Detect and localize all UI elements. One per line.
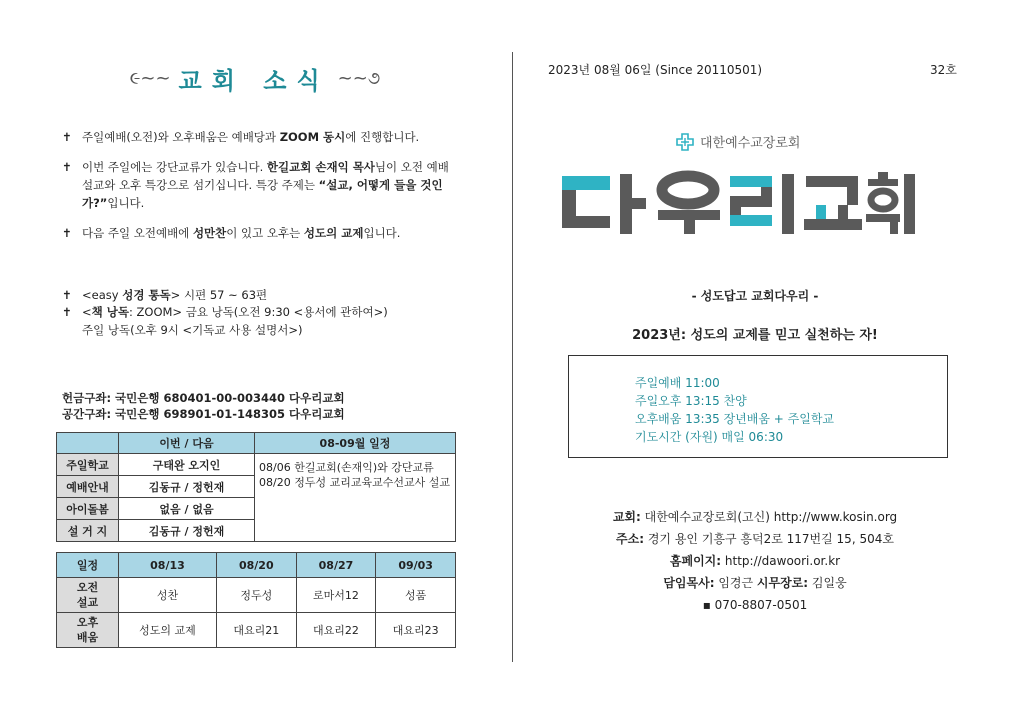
denomination-name: 대한예수교장로회 bbox=[700, 136, 801, 151]
denomination-cross-icon bbox=[676, 133, 694, 151]
cross-icon: ✝ bbox=[62, 226, 72, 240]
table-cell: 대요리22 bbox=[296, 613, 376, 648]
row-label: 오전 설교 bbox=[57, 578, 119, 613]
news-text: > 시편 57 ~ 63편 bbox=[170, 288, 268, 302]
table-row bbox=[57, 454, 456, 476]
info-label: 홈페이지: bbox=[669, 554, 722, 568]
table-cell: 김동규 / 정헌재 bbox=[119, 520, 255, 542]
info-label: 담임목사: bbox=[663, 576, 715, 590]
news-text: 입니다. bbox=[107, 196, 145, 210]
issue-date: 2023년 08월 06일 (Since 20110501) bbox=[548, 63, 763, 77]
news-emphasis: “설교, 어떻게 들을 것인가?” bbox=[82, 178, 443, 210]
info-text: 대한예수교장로회(고신) http://www.kosin.org bbox=[640, 510, 898, 524]
news-text: 입니다. bbox=[363, 226, 401, 240]
issue-number: 32호 bbox=[930, 63, 957, 77]
info-text: 임경근 bbox=[714, 576, 757, 590]
duty-table bbox=[56, 432, 456, 542]
row-label: 설 거 지 bbox=[57, 520, 119, 542]
denomination-row bbox=[676, 132, 800, 151]
news-text: 주일 낭독(오후 9시 <기독교 사용 설명서>) bbox=[82, 323, 303, 337]
news-text: 에 진행합니다. bbox=[345, 130, 420, 144]
church-motto: - 성도답고 교회다우리 - bbox=[691, 289, 819, 303]
news-text: 님이 오전 예배 설교와 오후 특강으로 섬기십니다. 특강 주제는 bbox=[82, 160, 449, 192]
news-item bbox=[62, 158, 457, 212]
news-text: 주일예배(오전)와 오후배움은 예배당과 bbox=[82, 130, 280, 144]
news-item bbox=[62, 128, 457, 146]
right-ornament-icon: ~~૭ bbox=[337, 67, 381, 89]
row-label: 주일학교 bbox=[57, 454, 119, 476]
news-item bbox=[62, 286, 457, 304]
offering-account: 헌금구좌: 국민은행 680401-00-003440 다우리교회 bbox=[62, 391, 345, 405]
table-header: 09/03 bbox=[376, 553, 456, 578]
info-pastor bbox=[560, 575, 950, 591]
news-text: 이 있고 오후는 bbox=[226, 226, 304, 240]
news-title-text: 교회 소식 bbox=[178, 66, 330, 95]
service-time: 주일예배 11:00 bbox=[635, 376, 720, 390]
info-text: 김일웅 bbox=[808, 576, 847, 590]
table-header: 일정 bbox=[57, 553, 119, 578]
info-text: ▪ 070-8807-0501 bbox=[702, 598, 808, 612]
service-times-box bbox=[568, 355, 948, 458]
account-text: 국민은행 680401-00-003440 다우리교회 bbox=[115, 391, 345, 405]
account-text: 국민은행 698901-01-148305 다우리교회 bbox=[115, 407, 345, 421]
table-header: 08/27 bbox=[296, 553, 376, 578]
cross-icon: ✝ bbox=[62, 130, 72, 144]
table-cell: 로마서12 bbox=[296, 578, 376, 613]
left-ornament-icon: ૯~~ bbox=[129, 67, 171, 89]
table-cell: 정두성 bbox=[216, 578, 296, 613]
table-header-row bbox=[57, 433, 456, 454]
table-row bbox=[57, 578, 456, 613]
cross-icon: ✝ bbox=[62, 160, 72, 174]
table-cell: 대요리23 bbox=[376, 613, 456, 648]
news-text: 다음 주일 오전예배에 bbox=[82, 226, 193, 240]
info-address bbox=[560, 531, 950, 547]
table-row bbox=[57, 613, 456, 648]
news-title bbox=[130, 58, 380, 98]
news-item bbox=[62, 303, 457, 339]
news-emphasis: 한길교회 손재익 목사 bbox=[266, 160, 375, 174]
row-label: 예배안내 bbox=[57, 476, 119, 498]
table-cell: 없음 / 없음 bbox=[119, 498, 255, 520]
table-header: 08/13 bbox=[119, 553, 217, 578]
info-label: 교회: bbox=[612, 510, 641, 524]
info-text: 경기 용인 기흥구 흥덕2로 117번길 15, 504호 bbox=[644, 532, 894, 546]
table-cell: 성품 bbox=[376, 578, 456, 613]
info-homepage bbox=[560, 553, 950, 569]
table-cell: 김동규 / 정헌재 bbox=[119, 476, 255, 498]
page-divider bbox=[512, 52, 513, 662]
schedule-cell bbox=[255, 454, 456, 542]
table-header bbox=[57, 433, 119, 454]
space-account: 공간구좌: 국민은행 698901-01-148305 다우리교회 bbox=[62, 407, 345, 421]
news-emphasis: 성도의 교제 bbox=[303, 226, 364, 240]
account-label: 헌금구좌 bbox=[62, 391, 107, 405]
news-emphasis: 성경 통독 bbox=[122, 288, 171, 302]
row-label: 아이돌봄 bbox=[57, 498, 119, 520]
news-text: < bbox=[82, 305, 92, 319]
table-header-row bbox=[57, 553, 456, 578]
info-label: 시무장로: bbox=[756, 576, 809, 590]
table-cell: 성도의 교제 bbox=[119, 613, 217, 648]
table-cell: 구태완 오지인 bbox=[119, 454, 255, 476]
year-theme: 2023년: 성도의 교제를 믿고 실천하는 자! bbox=[632, 328, 878, 343]
cross-icon: ✝ bbox=[62, 288, 72, 302]
info-text: http://dawoori.or.kr bbox=[721, 554, 841, 568]
news-item bbox=[62, 224, 457, 242]
table-header: 08/20 bbox=[216, 553, 296, 578]
table-cell: 대요리21 bbox=[216, 613, 296, 648]
info-phone bbox=[560, 597, 950, 613]
service-time: 기도시간 (자원) 매일 06:30 bbox=[635, 430, 784, 444]
row-label: 오후 배움 bbox=[57, 613, 119, 648]
schedule-text: 08/06 한길교회(손재익)와 강단교류 08/20 정두성 교리교육교수선교사 설교 bbox=[259, 461, 450, 489]
news-text: : ZOOM> 금요 낭독(오전 9:30 <용서에 관하여>) bbox=[128, 305, 388, 319]
church-logo bbox=[560, 170, 940, 238]
service-time: 주일오후 13:15 찬양 bbox=[635, 394, 747, 408]
news-text: 이번 주일에는 강단교류가 있습니다. bbox=[82, 160, 267, 174]
news-emphasis: 성만찬 bbox=[192, 226, 227, 240]
table-header: 08-09월 일정 bbox=[255, 433, 456, 454]
table-cell: 성찬 bbox=[119, 578, 217, 613]
table-header: 이번 / 다음 bbox=[119, 433, 255, 454]
news-text: <easy bbox=[82, 288, 123, 302]
service-time: 오후배움 13:35 장년배움 + 주일학교 bbox=[635, 412, 834, 426]
sermon-table bbox=[56, 552, 456, 648]
account-label: 공간구좌 bbox=[62, 407, 107, 421]
cross-icon: ✝ bbox=[62, 305, 72, 319]
news-emphasis: 책 낭독 bbox=[91, 305, 129, 319]
info-label: 주소: bbox=[616, 532, 645, 546]
info-church bbox=[560, 509, 950, 525]
news-emphasis: ZOOM 동시 bbox=[279, 130, 346, 144]
